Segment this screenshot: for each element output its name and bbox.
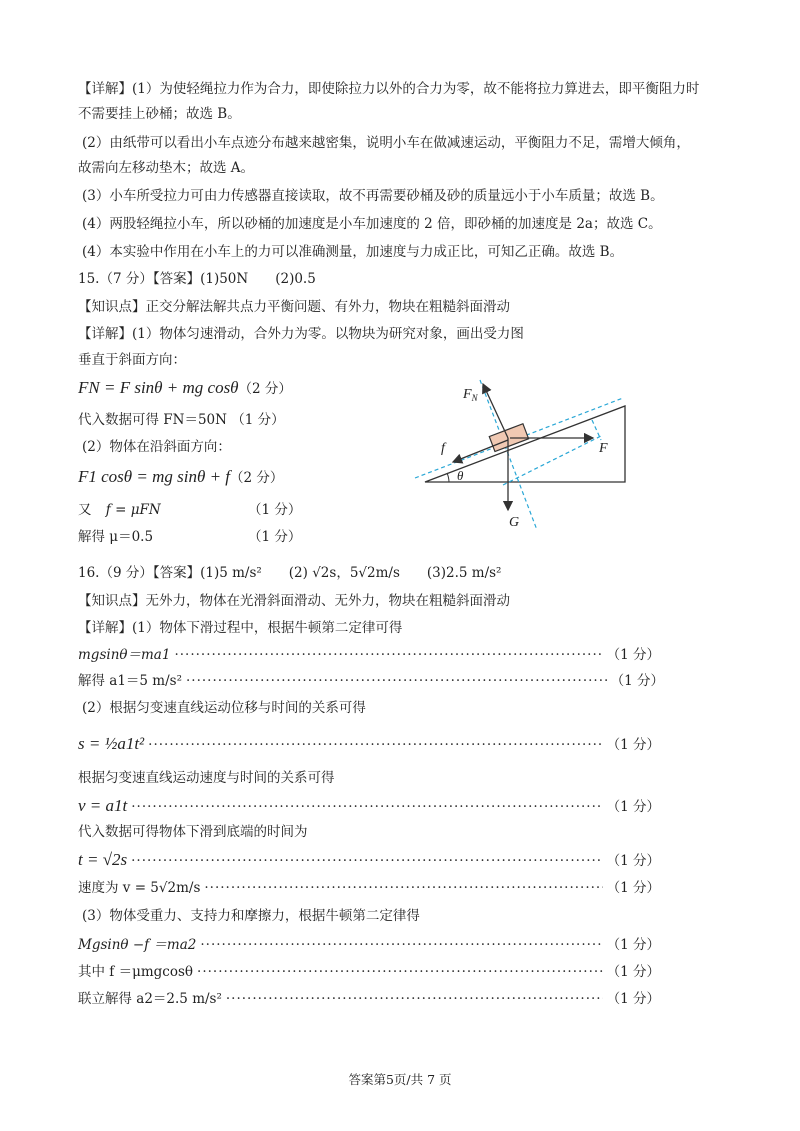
- q16-row1-text: mgsinθ＝ma1: [78, 647, 171, 663]
- q15-eq3-score: （1 分）: [248, 502, 302, 518]
- detail1-line1: 【详解】(1）为使轻绳拉力作为合力，即使除拉力以外的合力为零，故不能将拉力算进去，即平衡阻力时: [78, 81, 700, 97]
- q16-row1: [78, 645, 660, 665]
- label-theta: θ: [457, 468, 464, 483]
- detail1-line6: (4）两股轻绳拉小车，所以砂桶的加速度是小车加速度的 2 倍，即砂桶的加速度是 2a；故选 C。: [82, 216, 662, 232]
- q16-row9: [78, 989, 660, 1009]
- q16-para2: (2）根据匀变速直线运动位移与时间的关系可得: [82, 700, 366, 716]
- q16-row7: [78, 935, 660, 955]
- q16-answer-header: 16.（9 分）【答案】(1)5 m/s² (2) √2s，5√2m/s (3)2.5 m/s²: [78, 565, 502, 581]
- q15-eq3-row: [78, 500, 302, 520]
- q16-row3-text: s = ½a1t²: [78, 734, 145, 753]
- q15-along-label: (2）物体在沿斜面方向：: [82, 439, 231, 455]
- q15-eq2-score: （2 分）: [230, 470, 284, 486]
- page-footer: 答案第5页/共 7 页: [348, 1072, 452, 1087]
- q15-answer-header: 15.（7 分）【答案】(1)50N (2)0.5: [78, 271, 316, 287]
- q16-row4-text: v = a1t: [78, 796, 128, 815]
- q16-row8-score: （1 分）: [606, 964, 660, 980]
- arrow-f: [453, 440, 508, 462]
- q16-row1-score: （1 分）: [606, 647, 660, 663]
- detail1-line4: 故需向左移动垫木；故选 A。: [78, 160, 255, 176]
- q15-eq1: FN = F sinθ + mg cosθ: [78, 378, 239, 397]
- q15-perp-label: 垂直于斜面方向：: [78, 352, 186, 368]
- q16-row7-text: Mgsinθ −f ＝ma2: [78, 937, 197, 953]
- detail1-line3: (2）由纸带可以看出小车点迹分布越来越密集，说明小车在做减速运动，平衡阻力不足，需增大倾角，: [82, 135, 690, 151]
- q16-para4: 代入数据可得物体下滑到底端的时间为: [78, 824, 308, 840]
- q15-solve-score: （1 分）: [248, 529, 302, 545]
- q15-sub1: 代入数据可得 FN＝50N （1 分）: [78, 412, 285, 428]
- detail1-line2: 不需要挂上砂桶；故选 B。: [78, 106, 241, 122]
- q16-row5-text: t = √2s: [78, 850, 128, 869]
- label-G: G: [509, 515, 520, 530]
- q16-knowledge: 【知识点】无外力，物体在光滑斜面滑动、无外力，物块在粗糙斜面滑动: [78, 593, 510, 609]
- q16-row8: [78, 962, 660, 982]
- q15-detail: 【详解】(1）物体匀速滑动，合外力为零。以物块为研究对象，画出受力图: [78, 326, 524, 342]
- q16-row4-score: （1 分）: [606, 799, 660, 815]
- label-F: F: [599, 441, 608, 456]
- q16-row2-score: （1 分）: [610, 673, 664, 689]
- q15-solve-row: [78, 527, 302, 547]
- q16-row3-score: （1 分）: [606, 737, 660, 753]
- q16-row6: [78, 878, 660, 898]
- q15-knowledge: 【知识点】正交分解法解共点力平衡问题、有外力，物块在粗糙斜面滑动: [78, 299, 510, 315]
- q15-solve: 解得 μ＝0.5: [78, 529, 154, 545]
- q15-eq1-score: （2 分）: [238, 381, 292, 397]
- q16-detail: 【详解】(1）物体下滑过程中，根据牛顿第二定律可得: [78, 620, 403, 636]
- q15-also: 又: [78, 502, 92, 518]
- theta-arc: [447, 473, 449, 482]
- q16-row7-score: （1 分）: [606, 937, 660, 953]
- q16-row2: [78, 671, 664, 691]
- detail1-line5: (3）小车所受拉力可由力传感器直接读取，故不再需要砂桶及砂的质量远小于小车质量；故选 B。: [82, 188, 664, 204]
- q16-row2-text: 解得 a1＝5 m/s²: [78, 673, 182, 689]
- q16-row5-score: （1 分）: [606, 853, 660, 869]
- detail1-line7: (4）本实验中作用在小车上的力可以准确测量，加速度与力成正比，可知乙正确。故选 B。: [82, 244, 624, 260]
- q16-row9-score: （1 分）: [606, 991, 660, 1007]
- label-f: f: [441, 441, 445, 456]
- q16-row5: [78, 850, 660, 871]
- q16-row6-text: 速度为 v = 5√2m/s: [78, 880, 201, 896]
- incline-triangle: [425, 406, 625, 482]
- q15-eq2: F1 cosθ = mg sinθ + f: [78, 467, 231, 486]
- q15-eq3: f = μFN: [105, 502, 161, 518]
- q16-para5: (3）物体受重力、支持力和摩擦力，根据牛顿第二定律得: [82, 908, 420, 924]
- label-FN: $F_N$: [463, 387, 478, 403]
- q15-eq2-row: [78, 467, 283, 488]
- q16-row4: [78, 796, 660, 817]
- q16-row3: [78, 734, 660, 755]
- q15-eq1-row: [78, 378, 292, 399]
- q16-row8-text: 其中 f ＝μmgcosθ: [78, 964, 194, 980]
- force-diagram: [405, 370, 635, 535]
- q16-para3: 根据匀变速直线运动速度与时间的关系可得: [78, 770, 335, 786]
- q16-row6-score: （1 分）: [606, 880, 660, 896]
- q16-row9-text: 联立解得 a2＝2.5 m/s²: [78, 991, 222, 1007]
- arrow-FN: [483, 384, 508, 438]
